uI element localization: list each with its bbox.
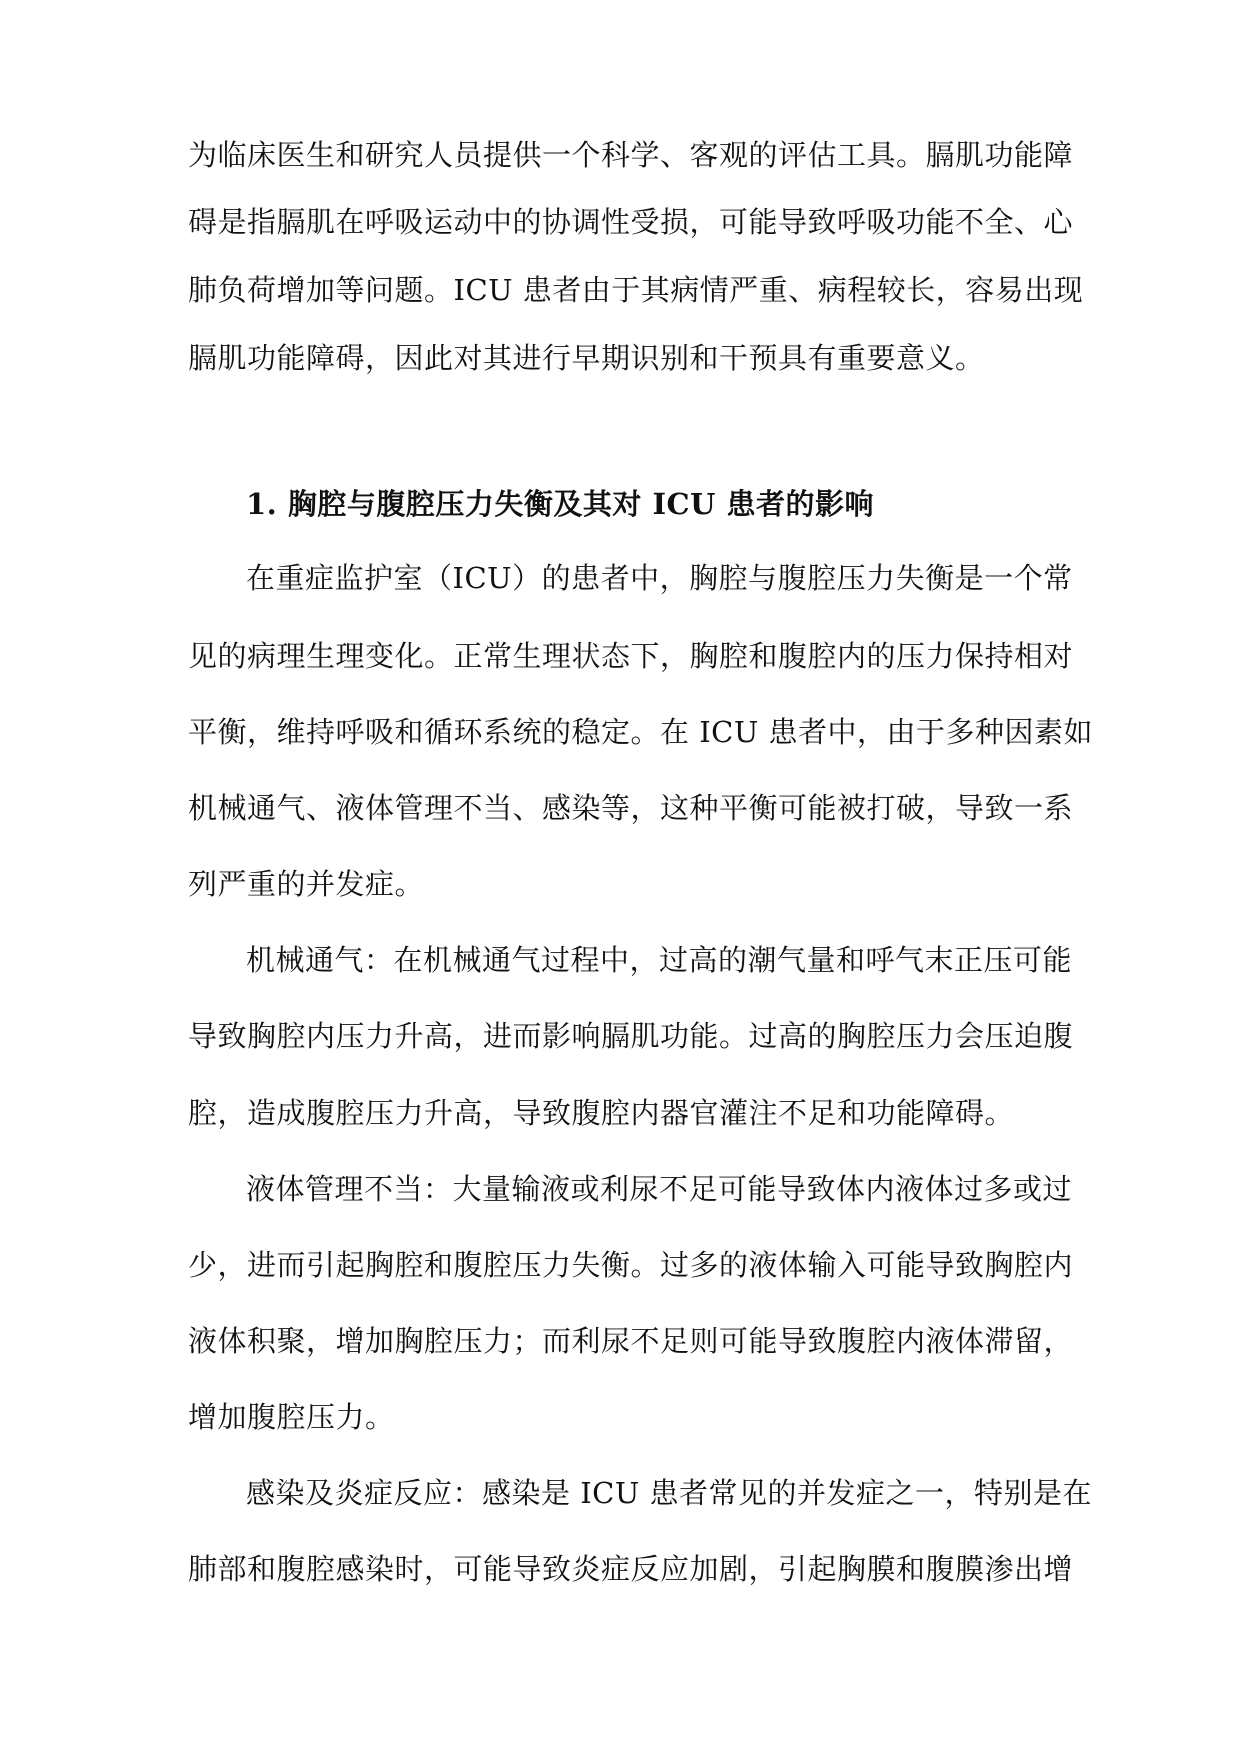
text-line: 平衡，维持呼吸和循环系统的稳定。在 ICU 患者中，由于多种因素如 — [188, 715, 1094, 749]
text-line: 列严重的并发症。 — [188, 867, 425, 901]
text-line: 膈肌功能障碍，因此对其进行早期识别和干预具有重要意义。 — [188, 341, 985, 375]
text-line: 导致胸腔内压力升高，进而影响膈肌功能。过高的胸腔压力会压迫腹 — [188, 1019, 1074, 1053]
text-line: 为临床医生和研究人员提供一个科学、客观的评估工具。膈肌功能障 — [188, 138, 1074, 172]
text-line: 碍是指膈肌在呼吸运动中的协调性受损，可能导致呼吸功能不全、心 — [188, 205, 1074, 239]
text-line: 肺负荷增加等问题。ICU 患者由于其病情严重、病程较长，容易出现 — [188, 273, 1084, 307]
text-line: 液体管理不当：大量输液或利尿不足可能导致体内液体过多或过 — [246, 1172, 1073, 1206]
text-line: 感染及炎症反应：感染是 ICU 患者常见的并发症之一，特别是在 — [246, 1476, 1093, 1510]
text-line: 见的病理生理变化。正常生理状态下，胸腔和腹腔内的压力保持相对 — [188, 639, 1074, 673]
text-line: 机械通气：在机械通气过程中，过高的潮气量和呼气末正压可能 — [246, 943, 1073, 977]
text-line: 机械通气、液体管理不当、感染等，这种平衡可能被打破，导致一系 — [188, 791, 1074, 825]
text-line: 增加腹腔压力。 — [188, 1400, 395, 1434]
text-line: 液体积聚，增加胸腔压力；而利尿不足则可能导致腹腔内液体滞留， — [188, 1324, 1074, 1358]
text-line: 少，进而引起胸腔和腹腔压力失衡。过多的液体输入可能导致胸腔内 — [188, 1248, 1074, 1282]
text-line: 腔，造成腹腔压力升高，导致腹腔内器官灌注不足和功能障碍。 — [188, 1096, 1015, 1130]
text-line: 肺部和腹腔感染时，可能导致炎症反应加剧，引起胸膜和腹膜渗出增 — [188, 1552, 1074, 1586]
text-line: 在重症监护室（ICU）的患者中，胸腔与腹腔压力失衡是一个常 — [246, 561, 1073, 595]
section-heading: 1. 胸腔与腹腔压力失衡及其对 ICU 患者的影响 — [246, 487, 875, 521]
